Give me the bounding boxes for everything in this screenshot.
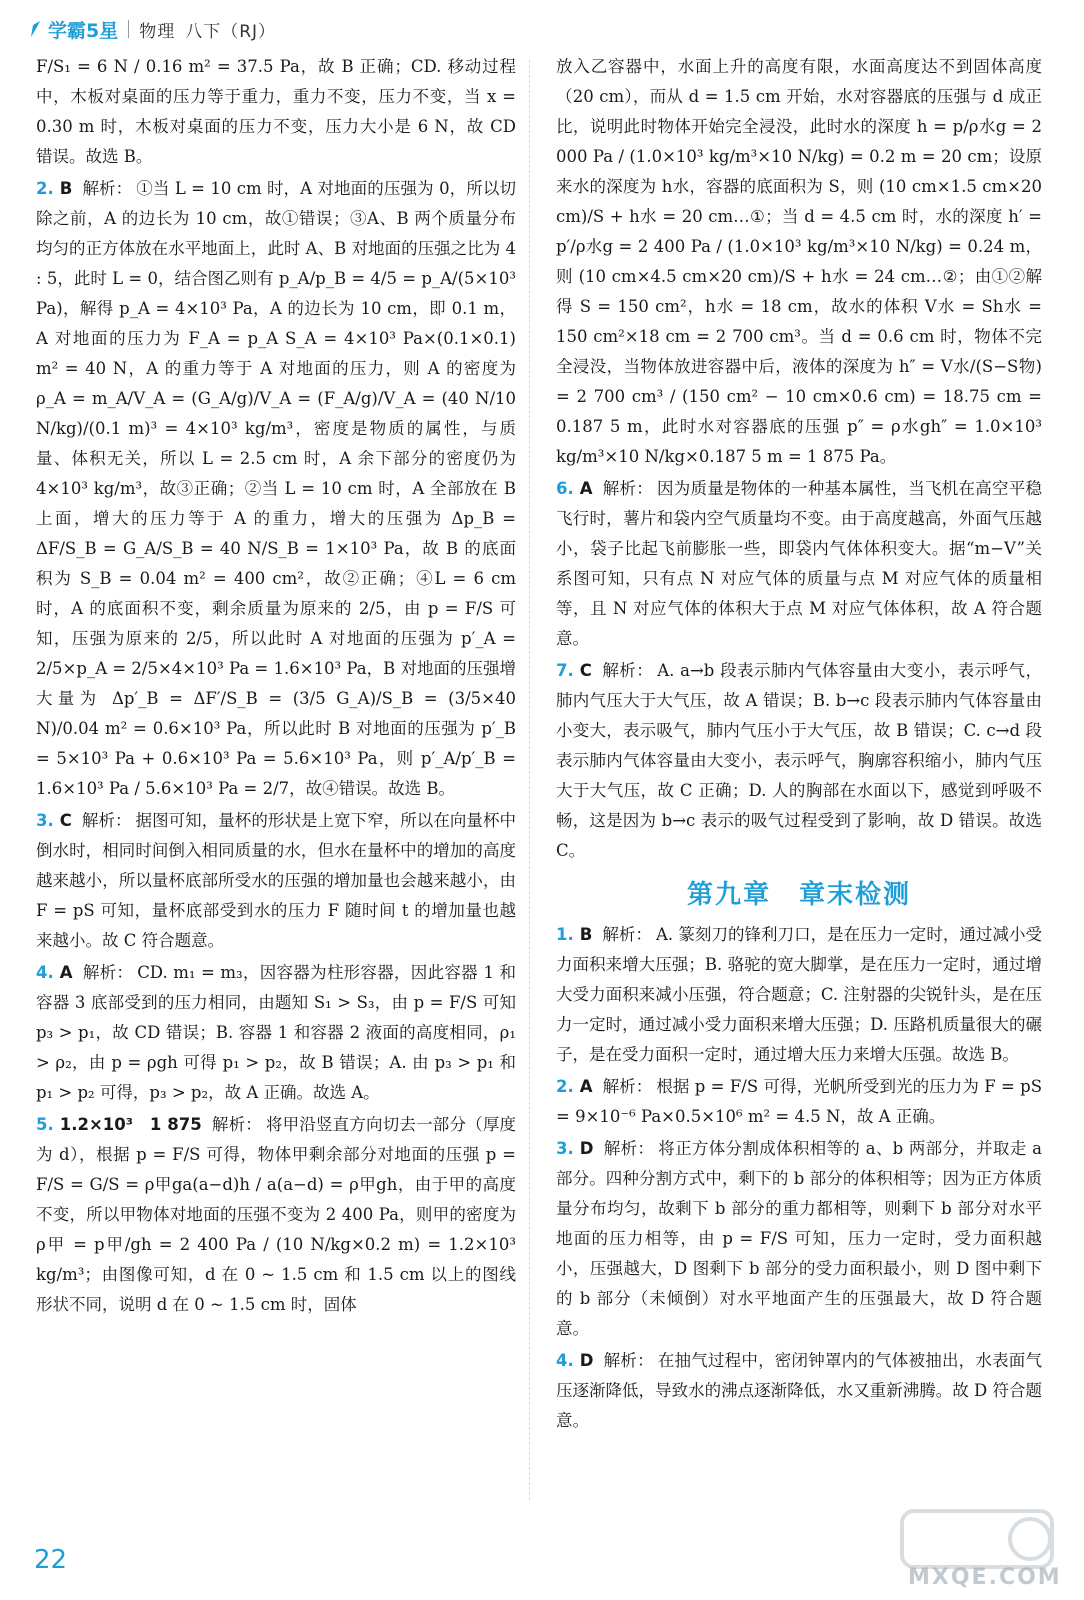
right-items (556, 52, 1042, 866)
book-label: 八下（RJ） (185, 21, 277, 42)
page-number: 22 (34, 1545, 68, 1575)
analysis-text: 将正方体分割成体积相等的 a、b 两部分，并取走 a 部分。四种分割方式中，剩下的 b 部分的体积相等；因为正方体质量分布均匀，故剩下 b 部分的重力都相等，则剩下 b 部分对水平地面的压力相等，由 p = F/S 可知，压力一定时，受力面积越小，压强越大，D 图剩下 b 部分的受力面积最小，则 D 图中剩下的 b 部分（未倾倒）对水平地面产生的压强最大，故 D 符合题意。 (556, 1139, 1042, 1338)
analysis-label: 解析： (603, 1351, 654, 1370)
answer-choice: B (59, 179, 73, 198)
analysis-label: 解析： (602, 479, 654, 498)
analysis-label: 解析： (602, 1077, 653, 1096)
subject-label: 物理 (139, 21, 176, 42)
answer-choice: C (579, 661, 592, 680)
chapter-title: 第九章 章末检测 (686, 880, 911, 910)
answer-choice: D (579, 1351, 594, 1370)
analysis-text: 放入乙容器中，水面上升的高度有限，水面高度达不到固体高度（20 cm），而从 d = 1.5 cm 开始，水对容器底的压强与 d 成正比，说明此时物体开始完全浸没，此时水的深度 h = p/ρ水g = 2 000 Pa / (1.0×10³ kg/m³×10 N/kg) = 0.2 m = 20 cm；设原来水的深度为 h水，容器的底面积为 S，则 (10 cm×1.5 cm×20 cm)/S + h水 = 20 cm…①；当 d = 4.5 cm 时，水的深度 h′ = p′/ρ水g = 2 400 Pa / (1.0×10³ kg/m³×10 N/kg) = 0.24 m，则 (10 cm×4.5 cm×20 cm)/S + h水 = 24 cm…②；由①②解得 S = 150 cm²，h水 = 18 cm，故水的体积 V水 = Sh水 = 150 cm²×18 cm = 2 700 cm³。当 d = 0.6 cm 时，物体不完全浸没，当物体放进容器中后，液体的深度为 h″ = V水/(S−S物) = 2 700 cm³ / (150 cm² − 10 cm×0.6 cm) = 18.75 cm = 0.187 5 m，此时水对容器底的压强 p″ = ρ水gh″ = 1.0×10³ kg/m³×10 N/kg×0.187 5 m = 1 875 Pa。 (556, 57, 1042, 466)
question-number: 2. (36, 179, 54, 198)
question-number: 7. (556, 661, 574, 680)
answer-item (36, 52, 516, 172)
watermark-url: MXQE.COM (908, 1565, 1062, 1590)
question-number: 4. (36, 963, 54, 982)
analysis-text: 根据 p = F/S 可得，光帆所受到光的压力为 F = pS = 9×10⁻⁶ Pa×0.5×10⁶ m² = 4.5 N，故 A 正确。 (556, 1077, 1042, 1126)
analysis-label: 解析： (81, 811, 132, 830)
answer-choice: A (59, 963, 73, 982)
analysis-text: CD. m₁ = m₃，因容器为柱形容器，因此容器 1 和容器 3 底部受到的压力相同，由题知 S₁ > S₃，由 p = F/S 可知 p₃ > p₁，故 CD 错误；B. 容器 1 和容器 2 液面的高度相同，ρ₁ > ρ₂，由 p = ρgh 可得 p₁ > p₂，故 B 错误；A. 由 p₃ > p₁ 和 p₁ > p₂ 可得，p₃ > p₂，故 A 正确。故选 A。 (36, 963, 516, 1102)
analysis-text: 将甲沿竖直方向切去一部分（厚度为 d），根据 p = F/S 可得，物体甲剩余部分对地面的压强 p = F/S = G/S = ρ甲ga(a−d)h / a(a−d) = ρ甲gh，由于甲的高度不变，所以甲物体对地面的压强不变为 2 400 Pa，则甲的密度为 ρ甲 = p甲/gh = 2 400 Pa / (10 N/kg×0.2 m) = 1.2×10³ kg/m³；由图像可知，d 在 0 ~ 1.5 cm 和 1.5 cm 以上的图线形状不同，说明 d 在 0 ~ 1.5 cm 时，固体 (36, 1115, 517, 1314)
analysis-text: 据图可知，量杯的形状是上宽下窄，所以在向量杯中倒水时，相同时间倒入相同质量的水，但水在量杯中的增加的高度越来越小，所以量杯底部所受水的压强的增加量也会越来越小，由 F = pS 可知，量杯底部受到水的压力 F 随时间 t 的增加量也越来越小。故 C 符合题意。 (36, 811, 517, 950)
answer-item (556, 656, 1042, 866)
analysis-text: A. a→b 段表示肺内气体容量由大变小，表示呼气，肺内气压大于大气压，故 A 错误；B. b→c 段表示肺内气体容量由小变大，表示吸气，肺内气压小于大气压，故 B 错误；C. c→d 段表示肺内气体容量由大变小，表示呼气，胸廓容积缩小，肺内气压大于大气压，故 C 正确；D. 人的胸部在水面以下，感觉到呼吸不畅，这是因为 b→c 表示的吸气过程受到了影响，故 D 错误。故选 C。 (556, 661, 1043, 860)
answer-choice: 1.2×10³ 1 875 (59, 1115, 202, 1134)
question-number: 2. (556, 1077, 574, 1096)
question-number: 6. (556, 479, 574, 498)
answer-item (556, 52, 1042, 472)
brand-logo (28, 16, 118, 43)
question-number: 5. (36, 1115, 54, 1134)
analysis-label: 解析： (602, 925, 652, 944)
answer-item (556, 474, 1042, 654)
question-number: 3. (556, 1139, 574, 1158)
left-column (36, 52, 516, 1322)
brand-pencil-icon (28, 19, 44, 39)
answer-choice: B (579, 925, 593, 944)
question-number: 3. (36, 811, 54, 830)
answer-choice: D (579, 1139, 594, 1158)
question-number: 4. (556, 1351, 574, 1370)
analysis-text: 在抽气过程中，密闭钟罩内的气体被抽出，水表面气压逐渐降低，导致水的沸点逐渐降低，水又重新沸腾。故 D 符合题意。 (556, 1351, 1043, 1430)
analysis-label: 解析： (211, 1115, 262, 1134)
header-separator (128, 20, 129, 38)
brand-name: 学霸5星 (48, 19, 119, 42)
analysis-text: ①当 L = 10 cm 时，A 对地面的压强为 0，所以切除之前，A 的边长为 10 cm，故①错误；③A、B 两个质量分布均匀的正方体放在水平地面上，此时 A、B 对地面的压强之比为 4 : 5，此时 L = 0，结合图乙则有 p_A/p_B = 4/5 = p_A/(5×10³ Pa)，解得 p_A = 4×10³ Pa，A 的边长为 10 cm，即 0.1 m，A 对地面的压力为 F_A = p_A S_A = 4×10³ Pa×(0.1×0.1) m² = 40 N，A 的重力等于 A 对地面的压力，则 A 的密度为 ρ_A = m_A/V_A = (G_A/g)/V_A = (F_A/g)/V_A = (40 N/10 N/kg)/(0.1 m)³ = 4×10³ kg/m³，密度是物质的属性，与质量、体积无关，所以 L = 2.5 cm 时，A 余下部分的密度仍为 4×10³ kg/m³，故③正确；②当 L = 10 cm 时，A 全部放在 B 上面，增大的压力等于 A 的重力，增大的压强为 Δp_B = ΔF/S_B = G_A/S_B = 40 N/S_B = 1×10³ Pa，故 B 的底面积为 S_B = 0.04 m² = 400 cm²，故②正确；④L = 6 cm 时，A 的底面积不变，剩余质量为原来的 2/5，由 p = F/S 可知，压强为原来的 2/5，所以此时 A 对地面的压强为 p′_A = 2/5×p_A = 2/5×4×10³ Pa = 1.6×10³ Pa，B 对地面的压强增大量为 Δp′_B = ΔF′/S_B = (3/5 G_A)/S_B = (3/5×40 N)/0.04 m² = 0.6×10³ Pa，所以此时 B 对地面的压强为 p′_B = 5×10³ Pa + 0.6×10³ Pa = 5.6×10³ Pa，则 p′_A/p′_B = 1.6×10³ Pa / 5.6×10³ Pa = 2/7，故④错误。故选 B。 (36, 179, 517, 798)
answer-choice: C (59, 811, 72, 830)
answer-item (36, 1110, 516, 1320)
answer-item (36, 174, 516, 804)
analysis-text: F/S₁ = 6 N / 0.16 m² = 37.5 Pa，故 B 正确；CD. 移动过程中，木板对桌面的压力等于重力，重力不变，压力不变，当 x = 0.30 m 时，木板对桌面的压力不变，压力大小是 6 N，故 CD 错误。故选 B。 (36, 57, 516, 166)
analysis-label: 解析： (82, 963, 134, 982)
analysis-text: 因为质量是物体的一种基本属性，当飞机在高空平稳飞行时，薯片和袋内空气质量均不变。由于高度越高，外面气压越小，袋子比起飞前膨胀一些，即袋内气体体积变大。据“m−V”关系图可知，只有点 N 对应气体的质量与点 M 对应气体的质量相等，且 N 对应气体的体积大于点 M 对应气体体积，故 A 符合题意。 (556, 479, 1043, 648)
answer-item (36, 958, 516, 1108)
answer-item (556, 1072, 1042, 1132)
question-number: 1. (556, 925, 574, 944)
right-column (556, 52, 1042, 1438)
analysis-label: 解析： (601, 661, 654, 680)
answer-choice: A (579, 1077, 593, 1096)
analysis-text: A. 篆刻刀的锋利刀口，是在压力一定时，通过减小受力面积来增大压强；B. 骆驼的宽大脚掌，是在压力一定时，通过增大受力面积来减小压强，符合题意；C. 注射器的尖锐针头，是在压力一定时，通过减小受力面积来增大压强；D. 压路机质量很大的碾子，是在受力面积一定时，通过增大压力来增大压强。故选 B。 (556, 925, 1043, 1064)
answer-item (556, 1134, 1042, 1344)
column-divider (529, 60, 530, 1500)
answer-item (556, 1346, 1042, 1436)
page-header (28, 14, 276, 44)
answer-choice: A (579, 479, 593, 498)
analysis-label: 解析： (603, 1139, 655, 1158)
answer-item (36, 806, 516, 956)
analysis-label: 解析： (82, 179, 133, 198)
chapter-items (556, 920, 1042, 1436)
answer-item (556, 920, 1042, 1070)
